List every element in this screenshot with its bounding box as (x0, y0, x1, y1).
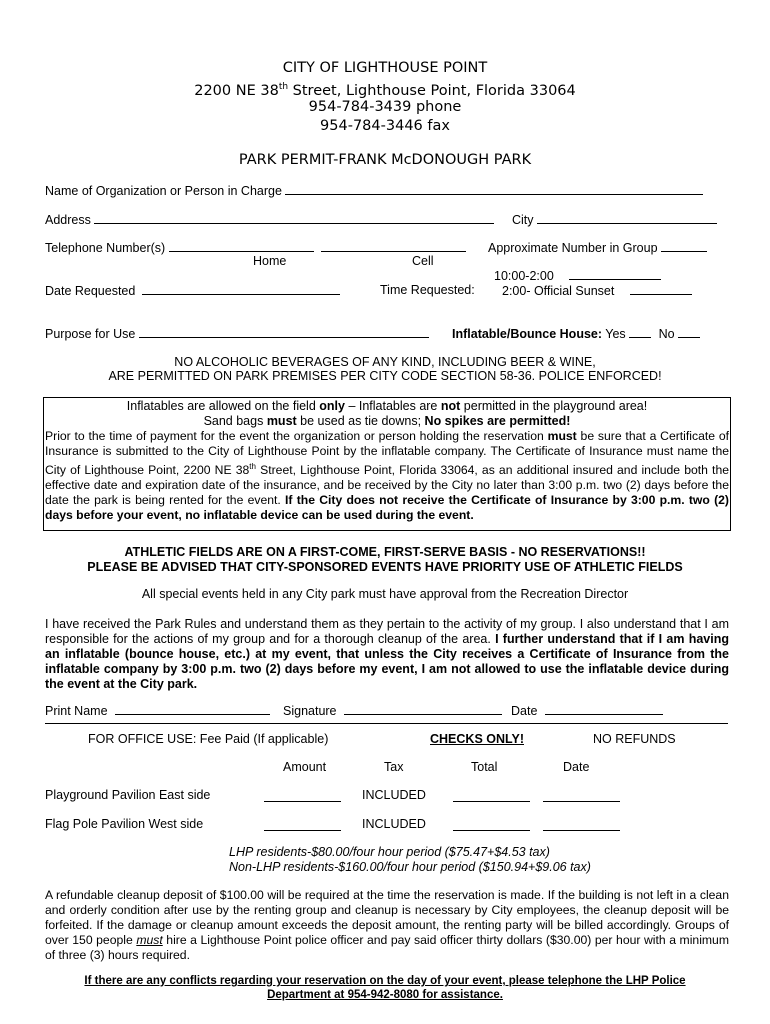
print-name-field[interactable] (45, 703, 270, 718)
city-fax: 954-784-3446 fax (320, 118, 450, 134)
agreement-paragraph: I have received the Park Rules and understand them as they pertain to the activity of my group. I also understand that I am responsible for the actions of my group and for a thorough cleanup of the area. I further understand that if I am having an inflatable (bounce house, etc.) at my event, that unless the City receives a Certificate of Insurance from the inflatable company by 3:00 p.m. two (2) days before my event, I am not allowed to use the inflatable device during the event at the City park. (45, 617, 729, 691)
org-blank[interactable] (285, 183, 703, 195)
date-paid-blank[interactable] (543, 819, 620, 831)
fee-paid-label: FOR OFFICE USE: Fee Paid (If applicable) (88, 732, 329, 746)
date-requested-label: Date Requested (45, 284, 136, 298)
purpose-field[interactable] (45, 326, 429, 341)
footer-line2: Department at 954-942-8080 for assistance. (267, 989, 503, 1001)
org-label: Name of Organization or Person in Charge (45, 184, 282, 198)
city-blank[interactable] (537, 212, 717, 224)
alcohol-notice-line2: ARE PERMITTED ON PARK PREMISES PER CITY CODE SECTION 58-36. POLICE ENFORCED! (108, 369, 662, 383)
city-phone: 954-784-3439 phone (308, 99, 462, 115)
purpose-blank[interactable] (139, 326, 429, 338)
row-label: Playground Pavilion East side (45, 788, 211, 802)
date-requested-field[interactable] (45, 283, 340, 298)
print-name-label: Print Name (45, 704, 108, 718)
address-label: Address (45, 213, 91, 227)
city-field[interactable] (512, 212, 717, 227)
insurance-paragraph: Prior to the time of payment for the event the organization or person holding the reservation must be sure that a Certificate of Insurance is submitted to the City of Lighthouse Point by the inflatable company. The Certificate of Insurance must name the City of Lighthouse Point, 2200 NE 38th Street, Lighthouse Point, Florida 33064, as an additional insured and include both the effective date and expiration date of the insurance, and be received by the City no later than 3:00 p.m. two (2) days before the date the park is being rented for the event. If the City does not receive the Certificate of Insurance by 3:00 p.m. two (2) days before your event, no inflatable device can be used during the event. (45, 429, 729, 523)
time-option-2-blank[interactable] (630, 283, 692, 295)
total-blank[interactable] (453, 790, 530, 802)
inflatable-field[interactable] (452, 326, 700, 341)
city-label: City (512, 213, 534, 227)
rate-non-lhp: Non-LHP residents-$160.00/four hour period ($150.94+$9.06 tax) (229, 860, 591, 874)
total-blank[interactable] (453, 819, 530, 831)
purpose-label: Purpose for Use (45, 327, 136, 341)
home-phone-blank[interactable] (169, 240, 314, 252)
deposit-paragraph: A refundable cleanup deposit of $100.00 will be required at the time the reservation is made. If the building is not left in a clean and orderly condition after use by the renting group and cleanup is necessary by City employees, the cleanup deposit will be forfeited. If the damage or cleanup amount exceeds the deposit amount, the renting party will be billed accordingly. Groups of over 150 people must hire a Lighthouse Point police officer and pay said officer thirty dollars ($30.00) per hour with a minimum of three (3) hours required. (45, 888, 729, 962)
approx-label: Approximate Number in Group (488, 241, 658, 255)
yes-label: Yes (605, 327, 626, 341)
date-paid-blank[interactable] (543, 790, 620, 802)
approx-field[interactable] (488, 240, 707, 255)
amount-blank[interactable] (264, 819, 341, 831)
time-option-2[interactable]: 2:00- Official Sunset (502, 283, 692, 298)
date-blank[interactable] (545, 703, 663, 715)
time-option-1[interactable]: 10:00-2:00 (494, 268, 661, 283)
alcohol-notice-line1: NO ALCOHOLIC BEVERAGES OF ANY KIND, INCLUDING BEER & WINE, (174, 355, 596, 369)
signature-field[interactable] (283, 703, 502, 718)
no-label: No (658, 327, 675, 341)
signature-label: Signature (283, 704, 337, 718)
col-amount: Amount (283, 760, 327, 774)
address-blank[interactable] (94, 212, 494, 224)
approx-blank[interactable] (661, 240, 707, 252)
cell-label: Cell (412, 254, 434, 268)
date-requested-blank[interactable] (142, 283, 340, 295)
date-label: Date (511, 704, 538, 718)
special-events-notice: All special events held in any City park must have approval from the Recreation Director (141, 587, 629, 601)
athletic-line1: ATHLETIC FIELDS ARE ON A FIRST-COME, FIRST-SERVE BASIS - NO RESERVATIONS!! (124, 545, 646, 559)
address-field[interactable] (45, 212, 494, 227)
inflatable-box-line2: Sand bags must be used as tie downs; No spikes are permitted! (203, 414, 571, 428)
time-option-1-blank[interactable] (569, 268, 661, 280)
telephone-field[interactable] (45, 240, 466, 255)
time-requested-label: Time Requested: (380, 283, 475, 297)
tax-value: INCLUDED (362, 788, 426, 802)
no-blank[interactable] (678, 326, 700, 338)
date-field[interactable] (511, 703, 663, 718)
city-name: CITY OF LIGHTHOUSE POINT (282, 60, 488, 76)
inflatable-box-line1: Inflatables are allowed on the field only – Inflatables are not permitted in the playground area! (126, 399, 648, 413)
footer-line1: If there are any conflicts regarding your reservation on the day of your event, please telephone the LHP Police (84, 975, 686, 987)
office-divider (45, 723, 728, 724)
telephone-label: Telephone Number(s) (45, 241, 166, 255)
inflatable-notice-box (43, 397, 731, 531)
no-refunds-label: NO REFUNDS (593, 732, 676, 746)
home-label: Home (253, 254, 287, 268)
tax-value: INCLUDED (362, 817, 426, 831)
org-field[interactable] (45, 183, 703, 198)
col-total: Total (471, 760, 498, 774)
print-name-blank[interactable] (115, 703, 270, 715)
cell-phone-blank[interactable] (321, 240, 466, 252)
city-address: 2200 NE 38th Street, Lighthouse Point, Florida 33064 (194, 82, 576, 99)
row-label: Flag Pole Pavilion West side (45, 817, 204, 831)
athletic-line2: PLEASE BE ADVISED THAT CITY-SPONSORED EVENTS HAVE PRIORITY USE OF ATHLETIC FIELDS (87, 560, 683, 574)
col-date: Date (563, 760, 590, 774)
permit-title: PARK PERMIT-FRANK McDONOUGH PARK (238, 152, 532, 168)
inflatable-label: Inflatable/Bounce House: (452, 327, 603, 341)
col-tax: Tax (384, 760, 404, 774)
signature-blank[interactable] (344, 703, 502, 715)
amount-blank[interactable] (264, 790, 341, 802)
rate-lhp: LHP residents-$80.00/four hour period ($75.47+$4.53 tax) (229, 845, 550, 859)
checks-only-label: CHECKS ONLY! (430, 732, 524, 746)
yes-blank[interactable] (629, 326, 651, 338)
